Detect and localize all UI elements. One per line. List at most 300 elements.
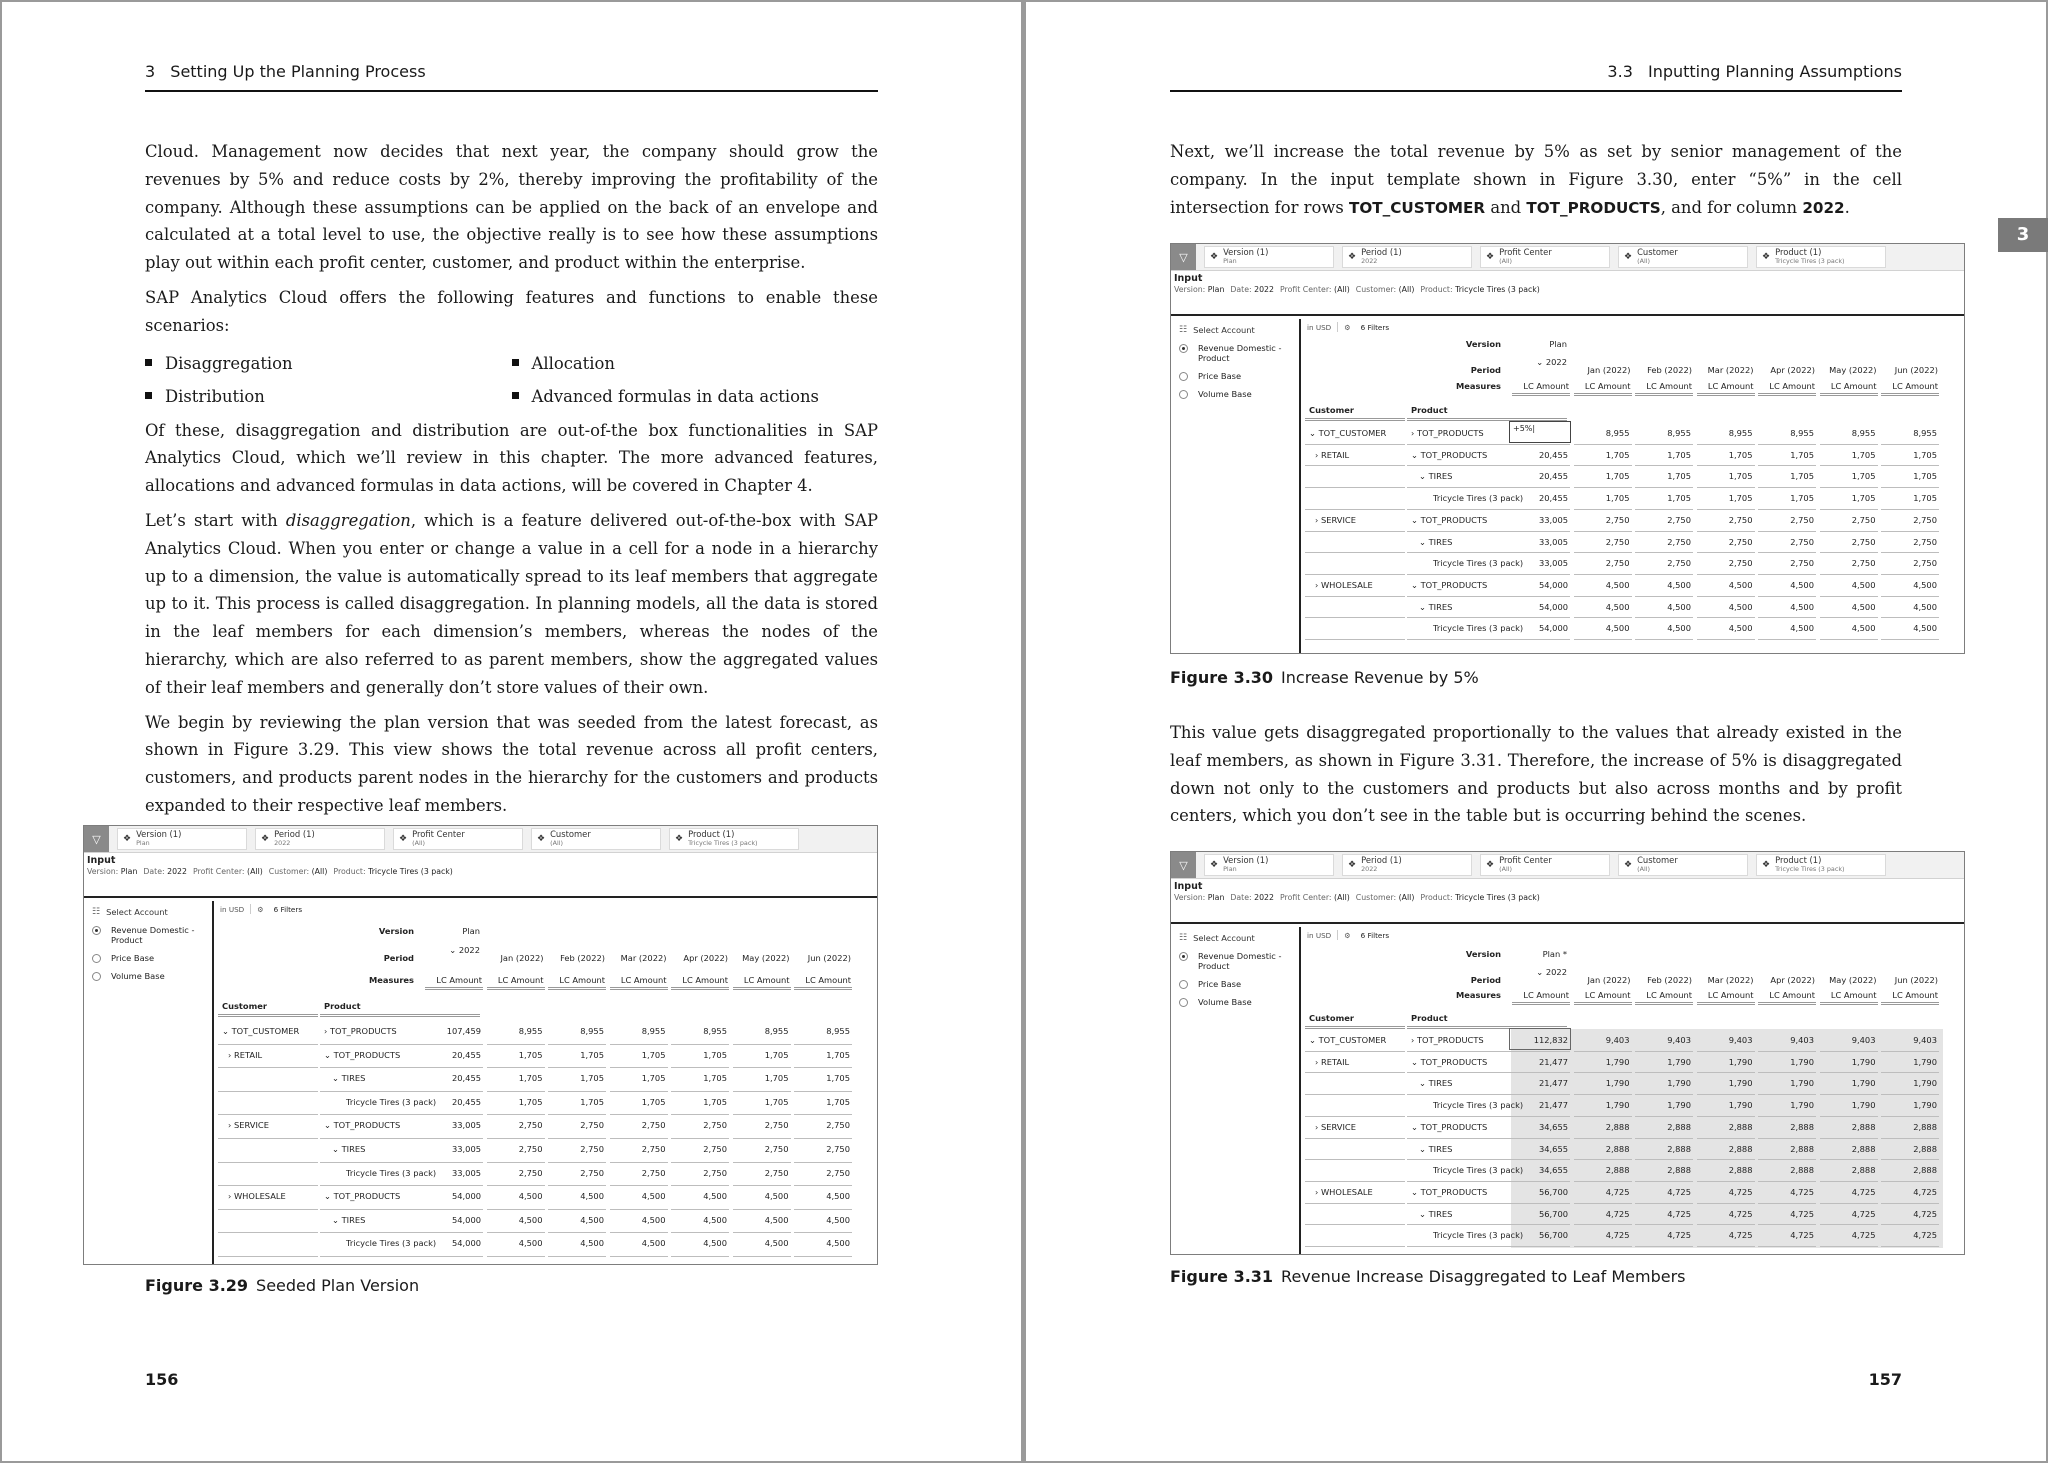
table-cell[interactable]: 1,705 <box>641 1073 666 1084</box>
table-cell[interactable]: 1,790 <box>1605 1056 1630 1067</box>
table-cell[interactable]: 8,955 <box>703 1026 727 1036</box>
chevron-right-icon[interactable]: › <box>228 1049 234 1060</box>
table-cell[interactable]: 1,790 <box>1667 1100 1691 1111</box>
table-cell[interactable]: 1,705 <box>1667 493 1691 504</box>
table-cell[interactable]: 1,705 <box>1605 471 1630 482</box>
radio-button[interactable] <box>1179 998 1188 1007</box>
table-cell[interactable]: 4,500 <box>1851 623 1876 634</box>
table-cell[interactable]: 4,500 <box>1605 623 1630 634</box>
filter-chip[interactable] <box>1756 246 1886 268</box>
chevron-down-icon[interactable]: ⌄ <box>332 1214 342 1225</box>
account-radio-option[interactable] <box>92 925 204 945</box>
product-row-header[interactable] <box>1419 1209 1452 1219</box>
filter-chip[interactable] <box>1618 854 1748 876</box>
table-cell[interactable]: 4,725 <box>1728 1186 1753 1197</box>
table-cell[interactable]: 1,705 <box>1851 471 1876 482</box>
table-cell[interactable]: 1,705 <box>641 1049 666 1060</box>
table-cell[interactable]: 1,705 <box>703 1049 727 1060</box>
table-cell[interactable]: 33,005 <box>451 1144 481 1154</box>
table-cell[interactable]: 2,888 <box>1790 1143 1814 1154</box>
table-cell[interactable]: 4,500 <box>1667 601 1691 612</box>
table-cell[interactable]: 4,500 <box>1728 601 1753 612</box>
table-cell[interactable]: 33,005 <box>1538 558 1568 569</box>
table-cell[interactable]: 4,500 <box>1790 579 1814 590</box>
table-cell[interactable]: 112,832 <box>1533 1035 1568 1045</box>
table-cell[interactable]: 2,750 <box>1605 514 1630 525</box>
table-cell[interactable]: 4,725 <box>1667 1230 1691 1241</box>
chevron-down-icon[interactable]: ⌄ <box>1419 471 1429 482</box>
table-cell[interactable]: 1,790 <box>1913 1078 1937 1089</box>
table-cell[interactable]: 1,705 <box>1790 471 1814 482</box>
chevron-down-icon[interactable]: ⌄ <box>1536 967 1546 977</box>
table-cell[interactable]: 1,705 <box>1605 449 1630 460</box>
table-cell[interactable]: 1,705 <box>764 1096 789 1107</box>
product-row-header[interactable] <box>1411 1035 1484 1045</box>
table-cell[interactable]: 2,750 <box>580 1167 604 1178</box>
cell-edit-input[interactable]: +5%| <box>1509 421 1571 443</box>
chevron-right-icon[interactable]: › <box>228 1120 234 1131</box>
table-cell[interactable]: 2,750 <box>703 1144 727 1154</box>
account-radio-option[interactable] <box>1179 371 1291 381</box>
chevron-right-icon[interactable]: › <box>1411 428 1417 438</box>
product-row-header[interactable] <box>1411 1057 1487 1067</box>
customer-row-header[interactable] <box>228 1050 262 1060</box>
table-cell[interactable]: 9,403 <box>1913 1035 1937 1045</box>
table-cell[interactable]: 1,705 <box>764 1049 789 1060</box>
table-cell[interactable]: 34,655 <box>1538 1165 1568 1176</box>
product-row-header[interactable] <box>324 1191 400 1201</box>
table-cell[interactable]: 4,725 <box>1913 1208 1937 1219</box>
table-cell[interactable]: 4,725 <box>1790 1208 1814 1219</box>
customer-row-header[interactable] <box>1315 450 1349 460</box>
table-cell[interactable]: 54,000 <box>1538 623 1568 634</box>
table-cell[interactable]: 2,750 <box>703 1120 727 1131</box>
table-cell[interactable]: 1,705 <box>1667 449 1691 460</box>
table-cell[interactable]: 2,888 <box>1605 1143 1630 1154</box>
chevron-down-icon[interactable]: ⌄ <box>1411 1056 1421 1067</box>
filters-count-button[interactable]: 6 Filters <box>273 904 303 914</box>
table-cell[interactable]: 34,655 <box>1538 1143 1568 1154</box>
table-cell[interactable]: 2,888 <box>1851 1165 1876 1176</box>
table-cell[interactable]: 8,955 <box>580 1026 604 1036</box>
table-cell[interactable]: 1,705 <box>580 1073 604 1084</box>
table-cell[interactable]: 1,705 <box>826 1096 850 1107</box>
product-row-header[interactable] <box>1411 580 1487 590</box>
period-year-toggle[interactable] <box>425 945 480 955</box>
table-cell[interactable]: 9,403 <box>1851 1035 1876 1045</box>
table-cell[interactable]: 56,700 <box>1538 1186 1568 1197</box>
table-cell[interactable]: 54,000 <box>1538 601 1568 612</box>
product-row-header[interactable] <box>324 1120 400 1130</box>
filters-count-button[interactable]: 6 Filters <box>1360 322 1390 332</box>
table-cell[interactable]: 2,888 <box>1728 1143 1753 1154</box>
table-cell[interactable]: 4,725 <box>1851 1186 1876 1197</box>
table-cell[interactable]: 4,500 <box>1913 623 1937 634</box>
table-cell[interactable]: 1,790 <box>1851 1100 1876 1111</box>
customer-row-header[interactable] <box>228 1191 286 1201</box>
chevron-down-icon[interactable]: ⌄ <box>1309 1035 1319 1045</box>
chevron-down-icon[interactable]: ⌄ <box>1411 579 1421 590</box>
chevron-right-icon[interactable]: › <box>1315 449 1321 460</box>
table-cell[interactable]: 2,750 <box>1913 536 1937 547</box>
table-cell[interactable]: 1,705 <box>1667 471 1691 482</box>
table-cell[interactable]: 4,725 <box>1667 1186 1691 1197</box>
filter-chip[interactable] <box>1480 246 1610 268</box>
table-cell[interactable]: 2,750 <box>1605 558 1630 569</box>
table-cell[interactable]: 20,455 <box>1538 493 1568 504</box>
product-row-header[interactable] <box>1419 537 1452 547</box>
table-cell[interactable]: 8,955 <box>1851 428 1876 438</box>
table-cell[interactable]: 2,750 <box>764 1167 789 1178</box>
table-cell[interactable]: 2,888 <box>1790 1121 1814 1132</box>
table-cell[interactable]: 4,500 <box>641 1191 666 1202</box>
table-cell[interactable]: 2,750 <box>1667 558 1691 569</box>
table-cell[interactable]: 1,790 <box>1605 1100 1630 1111</box>
product-row-header[interactable] <box>1411 515 1487 525</box>
table-cell[interactable]: 2,750 <box>1913 558 1937 569</box>
radio-button[interactable] <box>92 926 101 935</box>
table-cell[interactable]: 2,750 <box>1728 558 1753 569</box>
filter-toggle-button[interactable] <box>1171 244 1196 270</box>
table-cell[interactable]: 1,790 <box>1667 1056 1691 1067</box>
filter-toggle-button[interactable] <box>84 826 109 852</box>
table-cell[interactable]: 2,750 <box>641 1120 666 1131</box>
table-cell[interactable]: 8,955 <box>1790 428 1814 438</box>
table-cell[interactable]: 4,500 <box>764 1238 789 1249</box>
table-cell[interactable]: 33,005 <box>1538 536 1568 547</box>
table-cell[interactable]: 1,790 <box>1790 1078 1814 1089</box>
table-cell[interactable]: 4,725 <box>1851 1230 1876 1241</box>
filter-chip[interactable] <box>117 828 247 850</box>
customer-row-header[interactable] <box>1309 428 1386 438</box>
table-cell[interactable]: 2,750 <box>518 1167 543 1178</box>
table-cell[interactable]: 2,750 <box>641 1144 666 1154</box>
product-row-header[interactable] <box>324 1026 397 1036</box>
filter-chip[interactable] <box>1204 854 1334 876</box>
radio-button[interactable] <box>1179 952 1188 961</box>
table-cell[interactable]: 1,705 <box>641 1096 666 1107</box>
radio-button[interactable] <box>1179 980 1188 989</box>
table-cell[interactable]: 2,750 <box>1605 536 1630 547</box>
table-cell[interactable]: 2,750 <box>641 1167 666 1178</box>
table-cell[interactable]: 4,725 <box>1605 1208 1630 1219</box>
table-cell[interactable]: 4,500 <box>1728 579 1753 590</box>
table-cell[interactable]: 9,403 <box>1667 1035 1691 1045</box>
table-cell[interactable]: 2,750 <box>826 1144 850 1154</box>
product-row-header[interactable] <box>1411 428 1484 438</box>
table-cell[interactable]: 20,455 <box>451 1073 481 1084</box>
filter-chip[interactable] <box>1618 246 1748 268</box>
chevron-down-icon[interactable]: ⌄ <box>332 1144 342 1154</box>
filter-chip[interactable] <box>255 828 385 850</box>
table-cell[interactable]: 1,705 <box>580 1049 604 1060</box>
table-cell[interactable]: 1,790 <box>1851 1056 1876 1067</box>
table-cell[interactable]: 21,477 <box>1538 1100 1568 1111</box>
account-radio-option[interactable] <box>1179 979 1291 989</box>
customer-row-header[interactable] <box>1315 1122 1356 1132</box>
chevron-down-icon[interactable]: ⌄ <box>1411 1186 1421 1197</box>
table-cell[interactable]: 4,725 <box>1728 1230 1753 1241</box>
customer-row-header[interactable] <box>1309 1035 1386 1045</box>
table-cell[interactable]: 4,500 <box>580 1191 604 1202</box>
chevron-down-icon[interactable]: ⌄ <box>1536 357 1546 367</box>
settings-icon[interactable]: ⚙ <box>257 904 264 914</box>
table-cell[interactable]: 4,500 <box>1851 579 1876 590</box>
chevron-down-icon[interactable]: ⌄ <box>324 1049 334 1060</box>
chevron-down-icon[interactable]: ⌄ <box>449 945 459 955</box>
table-cell[interactable]: 1,705 <box>826 1073 850 1084</box>
table-cell[interactable]: 2,888 <box>1851 1121 1876 1132</box>
table-cell[interactable]: 4,500 <box>826 1191 850 1202</box>
chevron-right-icon[interactable]: › <box>1315 1121 1321 1132</box>
table-cell[interactable]: 2,750 <box>1790 558 1814 569</box>
settings-icon[interactable]: ⚙ <box>1344 322 1351 332</box>
chevron-right-icon[interactable]: › <box>1315 514 1321 525</box>
chevron-down-icon[interactable]: ⌄ <box>324 1191 334 1202</box>
product-row-header[interactable] <box>1419 602 1452 612</box>
chevron-down-icon[interactable]: ⌄ <box>1411 449 1421 460</box>
table-cell[interactable]: 4,500 <box>1790 601 1814 612</box>
table-cell[interactable]: 2,750 <box>826 1167 850 1178</box>
table-cell[interactable]: 4,725 <box>1913 1230 1937 1241</box>
table-cell[interactable]: 4,500 <box>703 1191 727 1202</box>
filter-chip[interactable] <box>1756 854 1886 876</box>
table-cell[interactable]: 1,705 <box>764 1073 789 1084</box>
table-cell[interactable]: 4,500 <box>764 1191 789 1202</box>
table-cell[interactable]: 2,888 <box>1605 1121 1630 1132</box>
table-cell[interactable]: 1,705 <box>826 1049 850 1060</box>
radio-button[interactable] <box>1179 372 1188 381</box>
table-cell[interactable]: 4,500 <box>580 1214 604 1225</box>
product-row-header[interactable] <box>1419 471 1452 481</box>
table-cell[interactable]: 1,705 <box>518 1073 543 1084</box>
table-cell[interactable]: 4,725 <box>1851 1208 1876 1219</box>
product-row-header[interactable] <box>1411 1187 1487 1197</box>
settings-icon[interactable]: ⚙ <box>1344 930 1351 940</box>
table-cell[interactable]: 34,655 <box>1538 1121 1568 1132</box>
radio-button[interactable] <box>92 954 101 963</box>
table-cell[interactable]: 1,705 <box>580 1096 604 1107</box>
table-cell[interactable]: 1,705 <box>518 1096 543 1107</box>
account-radio-option[interactable] <box>92 971 204 981</box>
table-cell[interactable]: 4,500 <box>1913 601 1937 612</box>
product-row-header[interactable] <box>324 1050 400 1060</box>
table-cell[interactable]: 33,005 <box>451 1167 481 1178</box>
account-radio-option[interactable] <box>1179 343 1291 363</box>
chevron-down-icon[interactable]: ⌄ <box>1309 428 1319 438</box>
product-row-header[interactable] <box>1419 1144 1452 1154</box>
chevron-right-icon[interactable]: › <box>324 1026 330 1036</box>
table-cell[interactable]: 2,888 <box>1728 1121 1753 1132</box>
table-cell[interactable]: 1,705 <box>518 1049 543 1060</box>
table-cell[interactable]: 2,750 <box>580 1120 604 1131</box>
product-row-header[interactable] <box>1411 1122 1487 1132</box>
table-cell[interactable]: 2,750 <box>826 1120 850 1131</box>
chevron-down-icon[interactable]: ⌄ <box>1411 514 1421 525</box>
product-row-header[interactable] <box>332 1073 365 1083</box>
table-cell[interactable]: 2,888 <box>1913 1143 1937 1154</box>
table-cell[interactable]: 4,500 <box>641 1214 666 1225</box>
table-cell[interactable]: 4,500 <box>1667 579 1691 590</box>
table-cell[interactable]: 8,955 <box>641 1026 666 1036</box>
table-cell[interactable]: 56,700 <box>1538 1230 1568 1241</box>
table-cell[interactable]: 4,500 <box>518 1214 543 1225</box>
table-cell[interactable]: 2,750 <box>1851 536 1876 547</box>
table-cell[interactable]: 2,888 <box>1728 1165 1753 1176</box>
table-cell[interactable]: 2,750 <box>518 1144 543 1154</box>
table-cell[interactable]: 4,500 <box>1913 579 1937 590</box>
table-cell[interactable]: 20,455 <box>1538 471 1568 482</box>
filter-chip[interactable] <box>1342 854 1472 876</box>
filter-chip[interactable] <box>531 828 661 850</box>
table-cell[interactable]: 1,705 <box>1851 449 1876 460</box>
table-cell[interactable]: 4,500 <box>1605 579 1630 590</box>
table-cell[interactable]: 1,705 <box>1790 493 1814 504</box>
customer-row-header[interactable] <box>1315 1057 1349 1067</box>
table-cell[interactable]: 1,790 <box>1851 1078 1876 1089</box>
table-cell[interactable]: 2,888 <box>1605 1165 1630 1176</box>
table-cell[interactable]: 8,955 <box>1728 428 1753 438</box>
filters-count-button[interactable]: 6 Filters <box>1360 930 1390 940</box>
table-cell[interactable]: 1,790 <box>1913 1056 1937 1067</box>
table-cell[interactable]: 4,725 <box>1605 1186 1630 1197</box>
table-cell[interactable]: 4,725 <box>1605 1230 1630 1241</box>
customer-row-header[interactable] <box>1315 1187 1373 1197</box>
product-row-header[interactable] <box>332 1144 365 1154</box>
table-cell[interactable]: 8,955 <box>826 1026 850 1036</box>
table-cell[interactable]: 1,790 <box>1913 1100 1937 1111</box>
table-cell[interactable]: 1,705 <box>1851 493 1876 504</box>
radio-button[interactable] <box>92 972 101 981</box>
table-cell[interactable]: 2,750 <box>703 1167 727 1178</box>
table-cell[interactable]: 2,750 <box>1667 536 1691 547</box>
chevron-down-icon[interactable]: ⌄ <box>1419 601 1429 612</box>
table-cell[interactable]: 1,705 <box>1913 493 1937 504</box>
chevron-down-icon[interactable]: ⌄ <box>332 1073 342 1084</box>
table-cell[interactable]: 33,005 <box>1538 514 1568 525</box>
table-cell[interactable]: 1,790 <box>1790 1100 1814 1111</box>
table-cell[interactable]: 54,000 <box>1538 579 1568 590</box>
product-row-header[interactable] <box>1411 450 1487 460</box>
table-cell[interactable]: 1,705 <box>1728 493 1753 504</box>
table-cell[interactable]: 2,888 <box>1667 1143 1691 1154</box>
chevron-right-icon[interactable]: › <box>1315 1056 1321 1067</box>
table-cell[interactable]: 1,790 <box>1667 1078 1691 1089</box>
account-radio-option[interactable] <box>92 953 204 963</box>
customer-row-header[interactable] <box>1315 580 1373 590</box>
filter-chip[interactable] <box>669 828 799 850</box>
table-cell[interactable]: 33,005 <box>451 1120 481 1131</box>
table-cell[interactable]: 54,000 <box>451 1214 481 1225</box>
table-cell[interactable]: 4,500 <box>764 1214 789 1225</box>
table-cell[interactable]: 1,790 <box>1790 1056 1814 1067</box>
customer-row-header[interactable] <box>1315 515 1356 525</box>
table-cell[interactable]: 1,790 <box>1728 1056 1753 1067</box>
table-cell[interactable]: 8,955 <box>764 1026 789 1036</box>
chevron-down-icon[interactable]: ⌄ <box>1419 1208 1429 1219</box>
table-cell[interactable]: 21,477 <box>1538 1056 1568 1067</box>
table-cell[interactable]: 20,455 <box>451 1096 481 1107</box>
table-cell[interactable]: 4,500 <box>1728 623 1753 634</box>
product-row-header[interactable] <box>332 1215 365 1225</box>
filter-chip[interactable] <box>1204 246 1334 268</box>
table-cell[interactable]: 2,750 <box>1728 514 1753 525</box>
table-cell[interactable]: 56,700 <box>1538 1208 1568 1219</box>
table-cell[interactable]: 4,500 <box>1790 623 1814 634</box>
filter-chip[interactable] <box>393 828 523 850</box>
table-cell[interactable]: 1,705 <box>703 1096 727 1107</box>
table-cell[interactable]: 8,955 <box>518 1026 543 1036</box>
radio-button[interactable] <box>1179 390 1188 399</box>
table-cell[interactable]: 21,477 <box>1538 1078 1568 1089</box>
table-cell[interactable]: 1,705 <box>1790 449 1814 460</box>
table-cell[interactable]: 20,455 <box>1538 449 1568 460</box>
customer-row-header[interactable] <box>222 1026 299 1036</box>
table-cell[interactable]: 107,459 <box>446 1026 481 1036</box>
table-cell[interactable]: 8,955 <box>1605 428 1630 438</box>
table-cell[interactable]: 1,705 <box>1913 471 1937 482</box>
table-cell[interactable]: 4,500 <box>518 1238 543 1249</box>
period-year-toggle[interactable] <box>1512 357 1567 367</box>
table-cell[interactable]: 1,790 <box>1728 1078 1753 1089</box>
table-cell[interactable]: 4,725 <box>1790 1230 1814 1241</box>
table-cell[interactable]: 4,500 <box>580 1238 604 1249</box>
table-cell[interactable]: 2,750 <box>764 1144 789 1154</box>
table-cell[interactable]: 1,705 <box>1728 449 1753 460</box>
radio-button[interactable] <box>1179 344 1188 353</box>
table-cell[interactable]: 4,500 <box>1851 601 1876 612</box>
table-cell[interactable]: 9,403 <box>1605 1035 1630 1045</box>
chevron-down-icon[interactable]: ⌄ <box>1411 1121 1421 1132</box>
table-cell[interactable]: 4,725 <box>1913 1186 1937 1197</box>
table-cell[interactable]: 2,750 <box>580 1144 604 1154</box>
table-cell[interactable]: 4,500 <box>1667 623 1691 634</box>
table-cell[interactable]: 4,725 <box>1728 1208 1753 1219</box>
table-cell[interactable]: 8,955 <box>1667 428 1691 438</box>
table-cell[interactable]: 1,790 <box>1728 1100 1753 1111</box>
table-cell[interactable]: 2,750 <box>1790 536 1814 547</box>
table-cell[interactable]: 4,725 <box>1790 1186 1814 1197</box>
table-cell[interactable]: 4,500 <box>826 1214 850 1225</box>
table-cell[interactable]: 2,750 <box>764 1120 789 1131</box>
account-radio-option[interactable] <box>1179 951 1291 971</box>
table-cell[interactable]: 1,705 <box>1728 471 1753 482</box>
table-cell[interactable]: 8,955 <box>1913 428 1937 438</box>
table-cell[interactable]: 4,500 <box>703 1238 727 1249</box>
table-cell[interactable]: 9,403 <box>1790 1035 1814 1045</box>
table-cell[interactable]: 2,750 <box>518 1120 543 1131</box>
chevron-down-icon[interactable]: ⌄ <box>324 1120 334 1131</box>
table-cell[interactable]: 1,790 <box>1605 1078 1630 1089</box>
account-radio-option[interactable] <box>1179 389 1291 399</box>
filter-chip[interactable] <box>1342 246 1472 268</box>
customer-row-header[interactable] <box>228 1120 269 1130</box>
table-cell[interactable]: 2,750 <box>1851 558 1876 569</box>
table-cell[interactable]: 54,000 <box>451 1191 481 1202</box>
table-cell[interactable]: 1,705 <box>703 1073 727 1084</box>
chevron-right-icon[interactable]: › <box>1315 579 1321 590</box>
chevron-right-icon[interactable]: › <box>1315 1186 1321 1197</box>
period-year-toggle[interactable] <box>1512 967 1567 977</box>
chevron-right-icon[interactable]: › <box>1411 1035 1417 1045</box>
table-cell[interactable]: 2,750 <box>1667 514 1691 525</box>
table-cell[interactable]: 2,888 <box>1667 1121 1691 1132</box>
table-cell[interactable]: 4,500 <box>641 1238 666 1249</box>
chevron-down-icon[interactable]: ⌄ <box>1419 1078 1429 1089</box>
chevron-right-icon[interactable]: › <box>228 1191 234 1202</box>
filter-toggle-button[interactable] <box>1171 852 1196 878</box>
table-cell[interactable]: 2,750 <box>1790 514 1814 525</box>
